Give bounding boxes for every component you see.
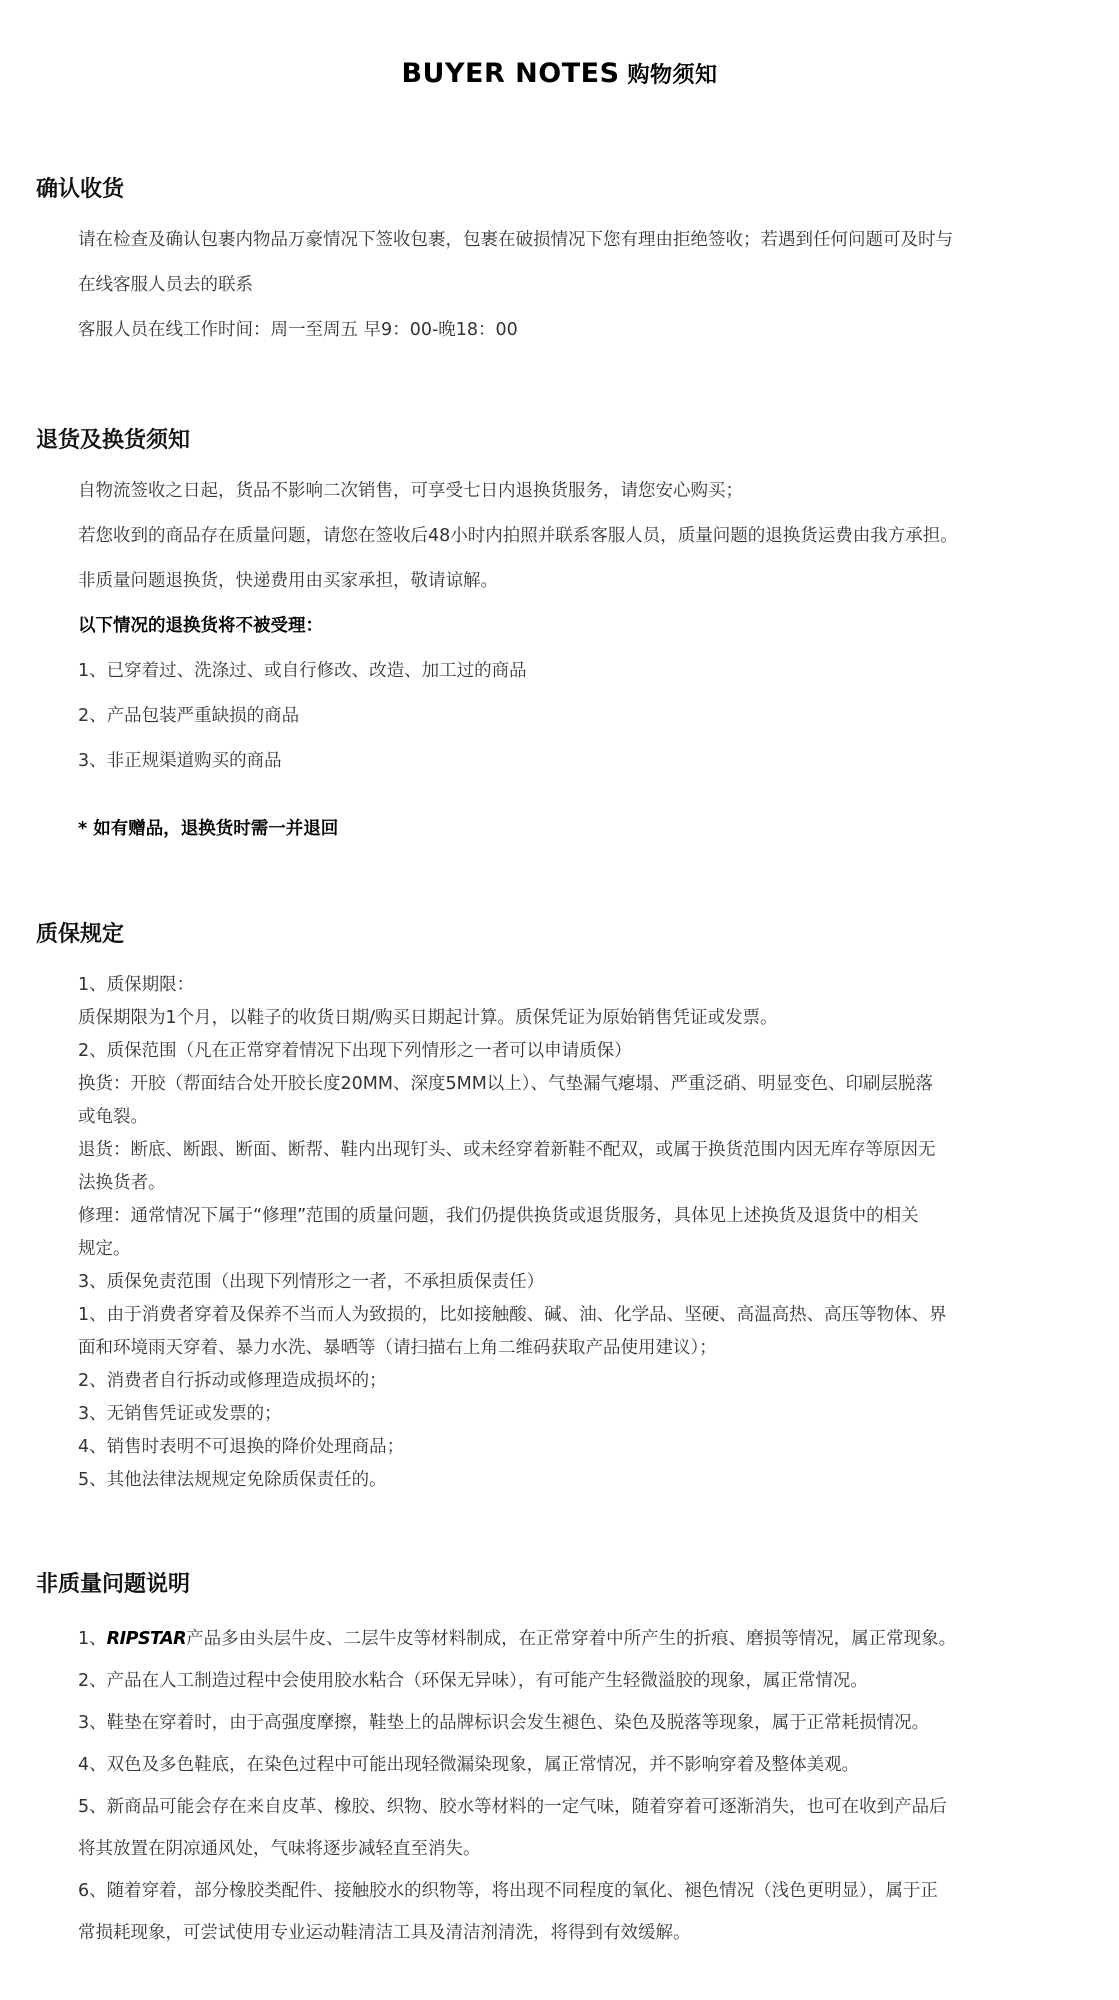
- list-item: 6、随着穿着，部分橡胶类配件、接触胶水的织物等，将出现不同程度的氧化、褪色情况（浅色更明显），属于正: [78, 1881, 938, 1901]
- text-line: 客服人员在线工作时间：周一至周五 早9：00-晚18：00: [78, 320, 518, 340]
- list-item: 2、产品在人工制造过程中会使用胶水粘合（环保无异味），有可能产生轻微溢胶的现象，属正常情况。: [78, 1671, 868, 1691]
- text-line: 3、质保免责范围（出现下列情形之一者，不承担质保责任）: [78, 1272, 545, 1292]
- text-line: 4、销售时表明不可退换的降价处理商品；: [78, 1437, 405, 1457]
- brand-name: RIPSTAR: [106, 1629, 187, 1649]
- gift-note: * 如有赠品，退换货时需一并退回: [78, 819, 339, 839]
- text-line: 3、无销售凭证或发票的；: [78, 1404, 282, 1424]
- text-line: 自物流签收之日起，货品不影响二次销售，可享受七日内退换货服务，请您安心购买；: [78, 481, 743, 501]
- text-line: 规定。: [78, 1239, 131, 1259]
- list-item: 3、鞋垫在穿着时，由于高强度摩擦，鞋垫上的品牌标识会发生褪色、染色及脱落等现象，属于正常耗损情况。: [78, 1713, 930, 1733]
- list-item: 4、双色及多色鞋底，在染色过程中可能出现轻微漏染现象，属正常情况，并不影响穿着及整体美观。: [78, 1755, 860, 1775]
- list-text: 产品多由头层牛皮、二层牛皮等材料制成，在正常穿着中所产生的折痕、磨损等情况，属正常现象。: [186, 1629, 957, 1649]
- text-line: 质保期限为1个月，以鞋子的收货日期/购买日期起计算。质保凭证为原始销售凭证或发票。: [78, 1008, 778, 1028]
- list-number: 1、: [78, 1629, 107, 1649]
- list-item-continued: 常损耗现象，可尝试使用专业运动鞋清洁工具及清洁剂清洗，将得到有效缓解。: [78, 1923, 691, 1943]
- text-line: 1、由于消费者穿着及保养不当而人为致损的，比如接触酸、碱、油、化学品、坚硬、高温高热、高压等物体、界: [78, 1305, 947, 1325]
- list-item: 5、新商品可能会存在来自皮革、橡胶、织物、胶水等材料的一定气味，随着穿着可逐渐消失，也可在收到产品后: [78, 1797, 947, 1817]
- text-line: 面和环境雨天穿着、暴力水洗、暴晒等（请扫描右上角二维码获取产品使用建议）；: [78, 1338, 717, 1358]
- text-line: 2、质保范围（凡在正常穿着情况下出现下列情形之一者可以申请质保）: [78, 1041, 632, 1061]
- section-heading-returns: 退货及换货须知: [36, 428, 191, 453]
- text-line: 换货：开胶（帮面结合处开胶长度20MM、深度5MM以上）、气垫漏气瘪塌、严重泛硝、明显变色、印刷层脱落: [78, 1074, 934, 1094]
- text-line: 非质量问题退换货，快递费用由买家承担，敬请谅解。: [78, 571, 498, 591]
- text-line: 5、其他法律法规规定免除质保责任的。: [78, 1470, 387, 1490]
- list-item: 1、已穿着过、洗涤过、或自行修改、改造、加工过的商品: [78, 661, 527, 681]
- list-item-continued: 将其放置在阴凉通风处，气味将逐步减轻直至消失。: [78, 1839, 481, 1859]
- text-line: 法换货者。: [78, 1173, 166, 1193]
- text-line: 在线客服人员去的联系: [78, 275, 253, 295]
- page-title-cn: 购物须知: [627, 63, 718, 88]
- not-accepted-heading: 以下情况的退换货将不被受理：: [78, 616, 323, 636]
- text-line: 修理：通常情况下属于“修理”范围的质量问题，我们仍提供换货或退货服务，具体见上述换货及退货中的相关: [78, 1206, 919, 1226]
- list-item: 3、非正规渠道购买的商品: [78, 751, 282, 771]
- page-title-en: BUYER NOTES: [401, 58, 620, 89]
- text-line: 2、消费者自行拆动或修理造成损坏的；: [78, 1371, 387, 1391]
- section-heading-warranty: 质保规定: [36, 922, 125, 947]
- text-line: 退货：断底、断跟、断面、断帮、鞋内出现钉头、或未经穿着新鞋不配双，或属于换货范围内因无库存等原因无: [78, 1140, 936, 1160]
- text-line: 若您收到的商品存在质量问题，请您在签收后48小时内拍照并联系客服人员，质量问题的退换货运费由我方承担。: [78, 526, 958, 546]
- list-item: [78, 1627, 956, 1651]
- section-heading-non-quality: 非质量问题说明: [36, 1572, 191, 1597]
- text-line: 请在检查及确认包裹内物品万豪情况下签收包裹，包裹在破损情况下您有理由拒绝签收；若遇到任何问题可及时与: [78, 230, 953, 250]
- text-line: 1、质保期限：: [78, 975, 195, 995]
- page-title: [0, 58, 1119, 89]
- section-heading-confirm-receipt: 确认收货: [36, 177, 125, 202]
- text-line: 或龟裂。: [78, 1107, 148, 1127]
- list-item: 2、产品包装严重缺损的商品: [78, 706, 300, 726]
